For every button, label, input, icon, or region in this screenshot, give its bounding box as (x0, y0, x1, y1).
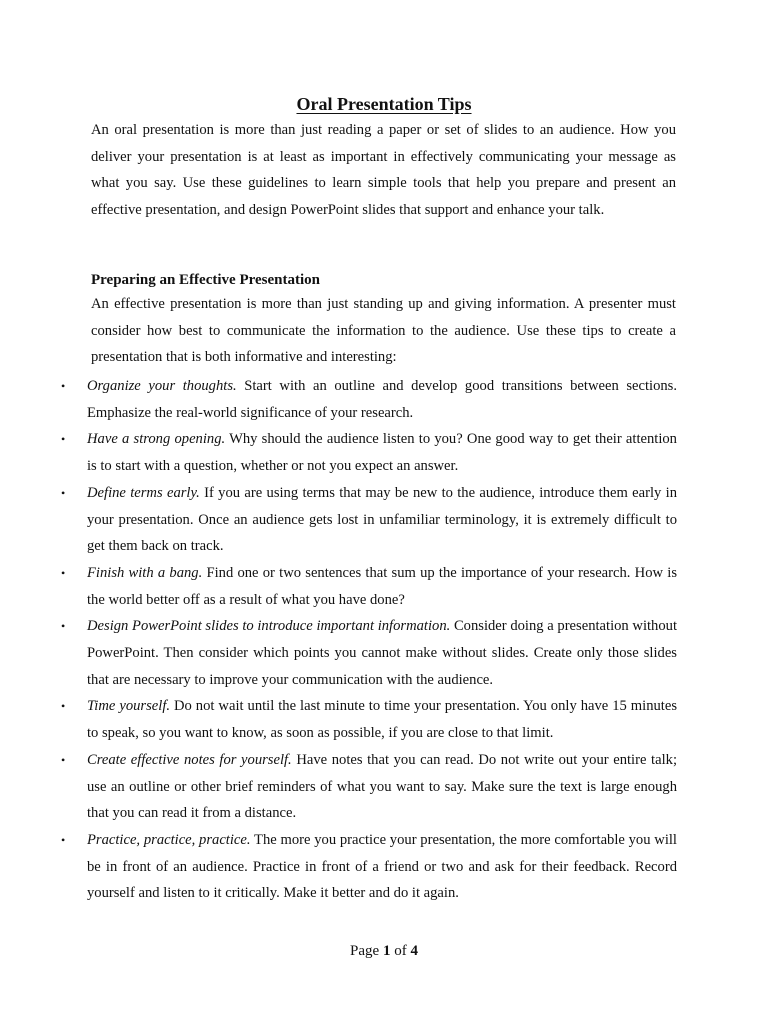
intro-paragraph: An oral presentation is more than just reading a paper or set of slides to an audience. How you deliver your presentation is at least as important in effectively communicating your message as what you say. Use these guidelines to learn simple tools that help you prepare and present an effective presentation, and design PowerPoint slides that support and enhance your talk. (91, 122, 676, 219)
list-item (0, 560, 677, 613)
of-word: of (394, 943, 407, 959)
section-intro-paragraph: An effective presentation is more than just standing up and giving information. A presenter must consider how best to communicate the information to the audience. Use these tips to create a presentation that is both informative and interesting: (91, 296, 676, 366)
tip-text: The more you practice your presentation, the more comfortable you will be in front of an audience. Practice in front of a friend or two and ask for their feedback. Record yourself and listen to it critically. Make it better and do it again. (87, 831, 677, 902)
tip-lead: Time yourself. (87, 698, 171, 715)
page-word: Page (350, 943, 380, 959)
list-item (0, 480, 677, 560)
section-heading: Preparing an Effective Presentation (91, 272, 320, 288)
tip-lead: Design PowerPoint slides to introduce important information. (87, 618, 451, 635)
bullet-marker: • (61, 752, 66, 767)
tip-lead: Finish with a bang. (87, 564, 203, 581)
tip-text: Consider doing a presentation without PowerPoint. Then consider which points you cannot make without slides. Create only those slides that are necessary to improve your communication with the audience. (87, 618, 677, 688)
document-title: Oral Presentation Tips (296, 94, 472, 114)
list-item (0, 747, 677, 827)
tip-lead: Create effective notes for yourself. (87, 751, 292, 768)
tip-lead: Have a strong opening. (87, 431, 226, 448)
bullet-marker: • (61, 699, 66, 714)
tip-lead: Organize your thoughts. (87, 378, 237, 394)
total-pages-number: 4 (410, 943, 418, 959)
bullet-marker: • (61, 619, 66, 634)
list-item (0, 827, 677, 907)
bullet-marker: • (61, 832, 66, 847)
list-item (0, 426, 677, 479)
page-footer (0, 940, 768, 962)
tip-text: Why should the audience listen to you? One good way to get their attention is to start with a question, whether or not you expect an answer. (87, 431, 677, 475)
tip-text: Do not wait until the last minute to time your presentation. You only have 15 minutes to speak, so you want to know, as soon as possible, if you are close to that limit. (87, 698, 678, 742)
list-item (0, 613, 677, 693)
list-item (0, 373, 677, 426)
bullet-marker: • (61, 485, 66, 500)
bullet-marker: • (61, 432, 66, 447)
bullet-marker: • (61, 565, 66, 580)
tip-text: If you are using terms that may be new to the audience, introduce them early in your presentation. Once an audience gets lost in unfamiliar terminology, it is extremely difficult to get them back on track. (87, 484, 677, 555)
tip-text: Have notes that you can read. Do not write out your entire talk; use an outline or other brief reminders of what you want to say. Make sure the text is large enough that you can read it from a distance. (87, 751, 677, 822)
tip-lead: Practice, practice, practice. (87, 831, 251, 848)
list-item (0, 693, 677, 746)
tip-text: Find one or two sentences that sum up the importance of your research. How is the world better off as a result of what you have done? (87, 564, 677, 608)
tip-text: Start with an outline and develop good transitions between sections. Emphasize the real-world significance of your research. (87, 378, 678, 421)
tips-list (0, 373, 768, 907)
tip-lead: Define terms early. (87, 484, 200, 501)
bullet-marker: • (61, 379, 66, 393)
current-page-number: 1 (382, 943, 391, 959)
